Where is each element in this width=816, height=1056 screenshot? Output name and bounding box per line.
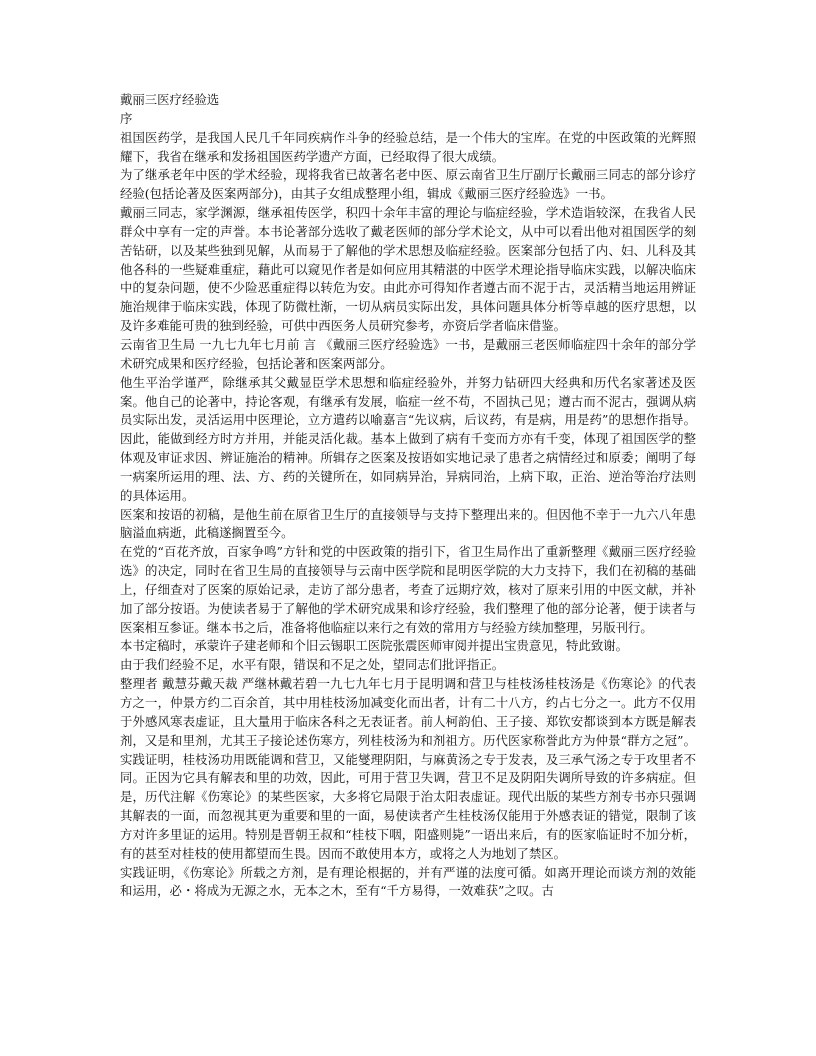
paragraph-2: 为了继承老年中医的学术经验，现将我省已故著名老中医、原云南省卫生厅副厅长戴丽三同志的部分诊疗经验(包括论著及医案两部分)，由其子女组成整理小组，辑成《戴丽三医疗经验选》一书。	[120, 167, 696, 202]
document-page	[120, 91, 696, 901]
document-title: 戴丽三医疗经验选	[120, 92, 220, 107]
paragraph-5: 他生平治学谨严，除继承其父戴显臣学术思想和临症经验外，并努力钻研四大经典和历代名家著述及医案。他自己的论著中，持论客观，有继承有发展，临症一丝不苟，不固执己见；遵古而不泥古，强调从病员实际出发，灵活运用中医理论，立方遣药以喻嘉言“先议病，后议药，有是病，用是药”的思想作指导。因此，能做到经方时方并用，并能灵活化裁。基本上做到了病有千变而方亦有千变，体现了祖国医学的整体观及审证求因、辨证施治的精神。所辑存之医案及按语如实地记录了患者之病情经过和原委；阐明了每一病案所运用的理、法、方、药的关键所在，如同病异治，异病同治，上病下取，正治、逆治等治疗法则的具体运用。	[120, 374, 696, 503]
paragraph-1: 祖国医药学，是我国人民几千年同疾病作斗争的经验总结，是一个伟大的宝库。在党的中医政策的光辉照耀下，我省在继承和发扬祖国医药学遗产方面，已经取得了很大成绩。	[120, 129, 696, 164]
paragraph-10: 整理者 戴慧芬戴天裁 严继林戴若碧一九七九年七月于昆明调和营卫与桂枝汤桂枝汤是《伤寒论》的代表方之一，仲景方约二百余首，其中用桂枝汤加减变化而出者，计有二十八方，约占七分之一。此方不仅用于外感风寒表虚证，且大量用于临床各科之无表证者。前人柯韵伯、王子接、郑钦安都谈到本方既是解表剂，又是和里剂，尤其王子接论述伤寒方，列桂枝汤为和剂祖方。历代医家称誉此方为仲景“群方之冠”。实践证明，桂枝汤功用既能调和营卫，又能燮理阴阳，与麻黄汤之专于发表，及三承气汤之专于攻里者不同。正因为它具有解表和里的功效，因此，可用于营卫失调，营卫不足及阴阳失调所导致的许多病症。但是，历代注解《伤寒论》的某些医家，大多将它局限于治太阳表虚证。现代出版的某些方剂专书亦只强调其解表的一面，而忽视其更为重要和里的一面，易使读者产生桂枝汤仅能用于外感表证的错觉，限制了该方对许多里证的运用。特别是晋朝王叔和“桂枝下咽，阳盛则毙”一语出来后，有的医家临证时不加分析，有的甚至对桂枝的使用都望而生畏。因而不敢使用本方，或将之人为地划了禁区。	[120, 676, 696, 861]
paragraph-4: 云南省卫生局 一九七九年七月前 言 《戴丽三医疗经验选》一书，是戴丽三老医师临症四十余年的部分学术研究成果和医疗经验，包括论著和医案两部分。	[120, 336, 696, 371]
paragraph-8: 本书定稿时，承蒙许子建老师和个旧云锡职工医院张震医师审阅并提出宝贵意见，特此致谢。	[120, 638, 629, 654]
document-subtitle: 序	[120, 110, 133, 126]
paragraph-7: 在党的“百花齐放，百家争鸣”方针和党的中医政策的指引下，省卫生局作出了重新整理《戴丽三医疗经验选》的决定，同时在省卫生局的直接领导与云南中医学院和昆明医学院的大力支持下，我们在初稿的基础上，仔细查对了医案的原始记录，走访了部分患者，考查了远期疗效，核对了原来引用的中医文献，并补加了部分按语。为使读者易于了解他的学术研究成果和诊疗经验，我们整理了他的部分论著，便于读者与医案相互参证。继本书之后，准备将他临症以来行之有效的常用方与经验方续加整理，另版刊行。	[120, 544, 696, 635]
paragraph-11: 实践证明，《伤寒论》所载之方剂，是有理论根据的，并有严谨的法度可循。如离开理论而谈方剂的效能和运用，必・将成为无源之水，无本之木，至有“千方易得，一效难获”之叹。古	[120, 864, 696, 899]
paragraph-9: 由于我们经验不足，水平有限，错误和不足之处，望同志们批评指正。	[120, 657, 505, 673]
paragraph-6: 医案和按语的初稿，是他生前在原省卫生厅的直接领导与支持下整理出来的。但因他不幸于一九六八年患脑溢血病逝，此稿遂搁置至今。	[120, 506, 696, 541]
paragraph-3: 戴丽三同志，家学渊源，继承祖传医学，积四十余年丰富的理论与临症经验，学术造诣较深，在我省人民群众中享有一定的声誉。本书论著部分选收了戴老医师的部分学术论文，从中可以看出他对祖国医学的刻苦钻研，以及某些独到见解，从而易于了解他的学术思想及临症经验。医案部分包括了内、妇、儿科及其他各科的一些疑难重症，藉此可以窥见作者是如何应用其精湛的中医学术理论指导临床实践，以解决临床中的复杂问题，使不少险恶重症得以转危为安。由此亦可得知作者遵古而不泥于古，灵活精当地运用辨证施治规律于临床实践，体现了防微杜渐，一切从病员实际出发，具体问题具体分析等卓越的医疗思想，以及许多难能可贵的独到经验，可供中西医务人员研究参考，亦资后学者临床借鉴。	[120, 205, 696, 334]
